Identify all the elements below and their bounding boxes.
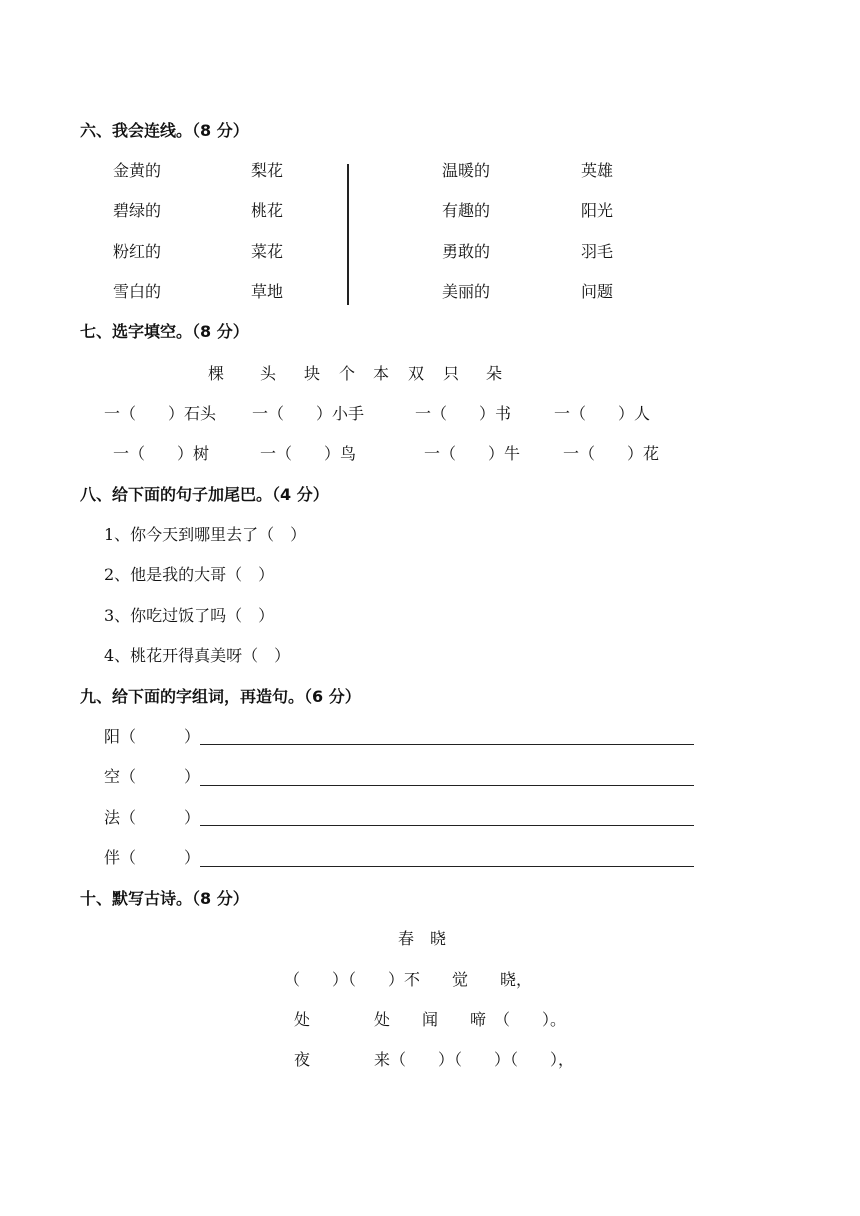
choice-char: 个 (339, 364, 356, 383)
fill-blank-item: 一（ ）石头 (104, 404, 217, 423)
fill-blank-item: 一（ ）小手 (252, 404, 365, 423)
sentence-item: 2、他是我的大哥（ ） (104, 565, 275, 584)
left-adjective: 雪白的 (113, 282, 162, 301)
fill-blank-item: 一（ ）花 (563, 444, 660, 463)
poem-line: 处 处 闻 啼 （ ）。 (294, 1010, 567, 1029)
left-noun: 梨花 (251, 161, 284, 180)
right-noun: 英雄 (581, 161, 614, 180)
choice-char: 棵 (208, 364, 225, 383)
choice-char: 只 (443, 364, 460, 383)
left-noun: 草地 (251, 282, 284, 301)
left-noun: 菜花 (251, 242, 284, 261)
word-item: 空（ ） (104, 767, 201, 786)
right-adjective: 有趣的 (442, 201, 491, 220)
answer-line (200, 866, 694, 867)
fill-blank-item: 一（ ）人 (554, 404, 651, 423)
right-adjective: 勇敢的 (442, 242, 491, 261)
column-divider (347, 164, 349, 305)
fill-blank-item: 一（ ）鸟 (260, 444, 357, 463)
fill-blank-item: 一（ ）树 (113, 444, 210, 463)
word-item: 法（ ） (104, 808, 201, 827)
section10-heading: 十、默写古诗。（8 分） (80, 889, 249, 908)
right-adjective: 温暖的 (442, 161, 491, 180)
right-noun: 阳光 (581, 201, 614, 220)
left-noun: 桃花 (251, 201, 284, 220)
answer-line (200, 785, 694, 786)
section8-heading: 八、给下面的句子加尾巴。（4 分） (80, 485, 329, 504)
fill-blank-item: 一（ ）牛 (424, 444, 521, 463)
left-adjective: 碧绿的 (113, 201, 162, 220)
choice-char: 朵 (486, 364, 503, 383)
word-item: 伴（ ） (104, 848, 201, 867)
section6-heading: 六、我会连线。（8 分） (80, 121, 249, 140)
word-item: 阳（ ） (104, 727, 201, 746)
fill-blank-item: 一（ ）书 (415, 404, 512, 423)
sentence-item: 3、你吃过饭了吗（ ） (104, 606, 275, 625)
left-adjective: 粉红的 (113, 242, 162, 261)
section7-heading: 七、选字填空。（8 分） (80, 322, 249, 341)
answer-line (200, 744, 694, 745)
right-noun: 羽毛 (581, 242, 614, 261)
sentence-item: 4、桃花开得真美呀（ ） (104, 646, 291, 665)
choice-char: 块 (304, 364, 321, 383)
right-noun: 问题 (581, 282, 614, 301)
choice-char: 本 (373, 364, 390, 383)
left-adjective: 金黄的 (113, 161, 162, 180)
right-adjective: 美丽的 (442, 282, 491, 301)
choice-char: 头 (260, 364, 277, 383)
choice-char: 双 (408, 364, 425, 383)
section9-heading: 九、给下面的字组词，再造句。（6 分） (80, 687, 361, 706)
sentence-item: 1、你今天到哪里去了（ ） (104, 525, 307, 544)
poem-line: 夜 来（ ）（ ）（ ）， (294, 1050, 575, 1069)
poem-line: （ ）（ ）不 觉 晓， (284, 970, 533, 989)
answer-line (200, 825, 694, 826)
poem-title: 春 晓 (398, 929, 447, 948)
